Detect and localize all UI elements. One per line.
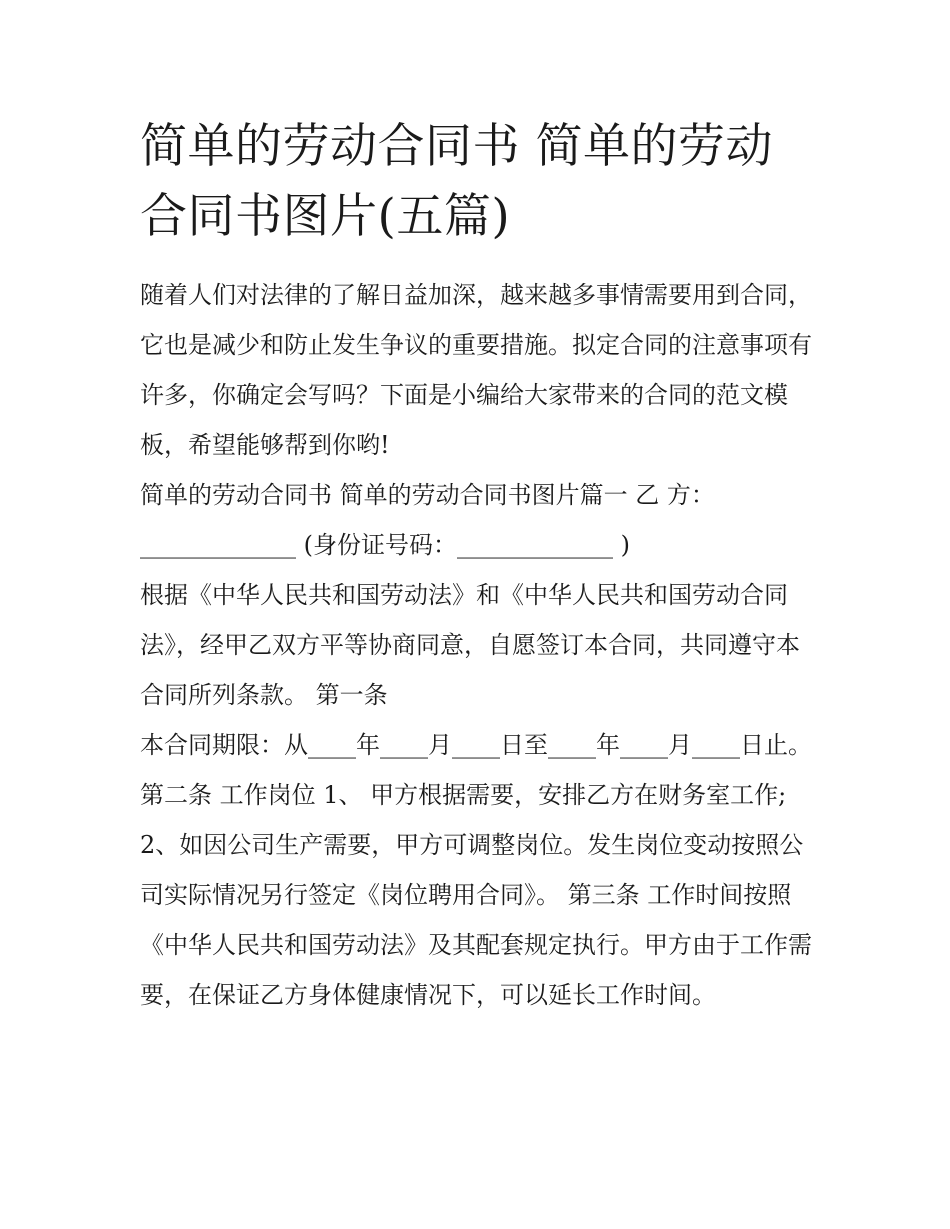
id-number-paragraph: _____________ (身份证号码：_____________ ) — [140, 531, 630, 559]
contract-heading-paragraph: 简单的劳动合同书 简单的劳动合同书图片篇一 乙 方： — [140, 481, 715, 509]
intro-paragraph: 随着人们对法律的了解日益加深，越来越多事情需要用到合同，它也是减少和防止发生争议的重要措施。拟定合同的注意事项有许多，你确定会写吗？下面是小编给大家带来的合同的范文模板，希望能够帮到你哟! — [140, 281, 812, 459]
document-body — [140, 270, 820, 1020]
document-title: 简单的劳动合同书 简单的劳动合同书图片(五篇) — [140, 119, 773, 244]
legal-basis-paragraph: 根据《中华人民共和国劳动法》和《中华人民共和国劳动合同法》，经甲乙双方平等协商同意，自愿签订本合同，共同遵守本合同所列条款。 第一条 — [140, 581, 800, 709]
document-page — [140, 112, 820, 1020]
work-adjustment-paragraph: 2、如因公司生产需要，甲方可调整岗位。发生岗位变动按照公司实际情况另行签定《岗位聘用合同》。 第三条 工作时间按照《中华人民共和国劳动法》及其配套规定执行。甲方由于工作需要，在保证乙方身体健康情况下，可以延长工作时间。 — [140, 831, 812, 1009]
contract-term-paragraph: 本合同期限：从____年____月____日至____年____月____日止。 第二条 工作岗位 1、 甲方根据需要，安排乙方在财务室工作; — [140, 731, 812, 809]
